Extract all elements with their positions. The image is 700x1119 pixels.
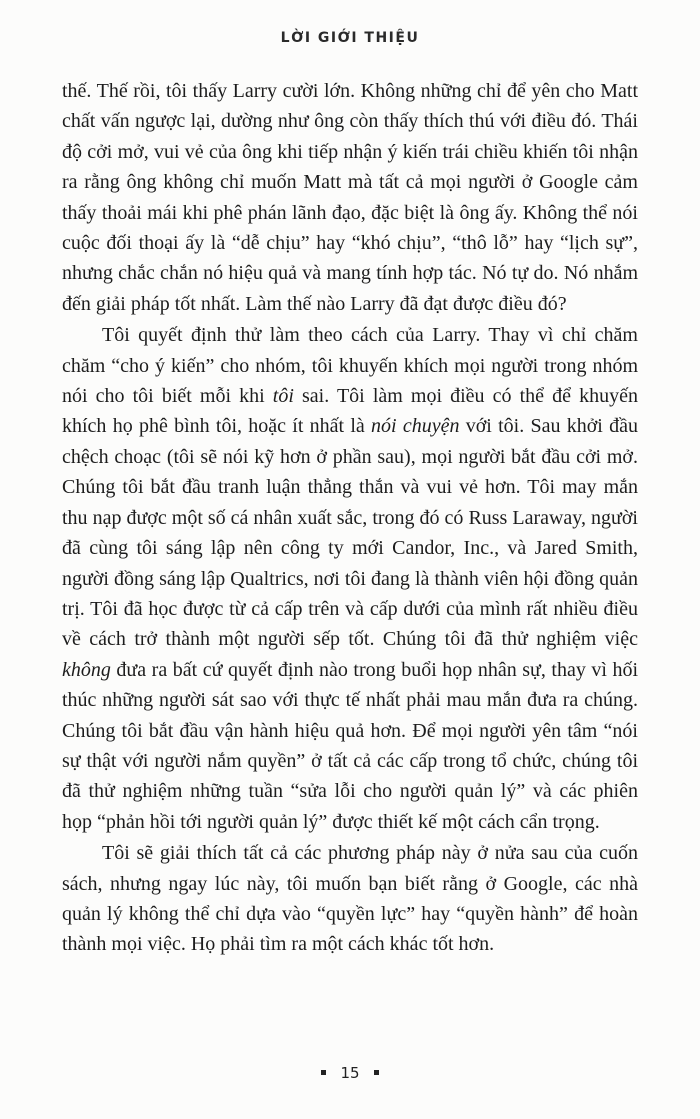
paragraph-2 <box>62 320 638 837</box>
paragraph-2-emphasis: tôi <box>272 385 294 408</box>
square-bullet-icon <box>321 1070 326 1075</box>
page-number: 15 <box>340 1064 360 1082</box>
paragraph-3-text: Tôi sẽ giải thích tất cả các phương pháp này ở nửa sau của cuốn sách, nhưng ngay lúc này, tôi muốn bạn biết rằng ở Google, các nhà quản lý không thể chỉ dựa vào “quyền lực” hay “quyền hành” để hoàn thành mọi việc. Họ phải tìm ra một cách khác tốt hơn. <box>62 842 638 956</box>
paragraph-3 <box>62 838 638 960</box>
paragraph-2-emphasis: không <box>62 658 111 681</box>
paragraph-2-text: Tôi quyết định thử làm theo cách của Larry. Thay vì chỉ chăm chăm “cho ý kiến” cho nhóm, tôi khuyến khích mọi người trong nhóm nói cho tôi biết mỗi khi <box>62 324 638 408</box>
running-header: LỜI GIỚI THIỆU <box>280 30 420 46</box>
body-text <box>62 76 638 960</box>
square-bullet-icon <box>374 1070 379 1075</box>
paragraph-2-text: với tôi. Sau khởi đầu chệch choạc (tôi sẽ nói kỹ hơn ở phần sau), mọi người bắt đầu cởi mở. Chúng tôi bắt đầu tranh luận thẳng thắn và vui vẻ hơn. Tôi may mắn thu nạp được một số cá nhân xuất sắc, trong đó có Russ Laraway, người đã cùng tôi sáng lập nên công ty mới Candor, Inc., và Jared Smith, người đồng sáng lập Qualtrics, nơi tôi đang là thành viên hội đồng quản trị. Tôi đã học được từ cả cấp trên và cấp dưới của mình rất nhiều điều về cách trở thành một người sếp tốt. Chúng tôi đã thử nghiệm việc <box>62 415 639 651</box>
paragraph-2-text: đưa ra bất cứ quyết định nào trong buổi họp nhân sự, thay vì hối thúc những người sát sao với thực tế nhất phải mau mắn đưa ra chúng. Chúng tôi bắt đầu vận hành hiệu quả hơn. Để mọi người yên tâm “nói sự thật với người nắm quyền” ở tất cả các cấp trong tổ chức, chúng tôi đã thử nghiệm những tuần “sửa lỗi cho người quản lý” và các phiên họp “phản hồi tới người quản lý” được thiết kế một cách cẩn trọng. <box>62 658 638 833</box>
paragraph-1-text: thế. Thế rồi, tôi thấy Larry cười lớn. Không những chỉ để yên cho Matt chất vấn ngược lại, dường như ông còn thấy thích thú với điều đó. Thái độ cởi mở, vui vẻ của ông khi tiếp nhận ý kiến trái chiều khiến tôi nhận ra rằng ông không chỉ muốn Matt mà tất cả mọi người ở Google cảm thấy thoải mái khi phê phán lãnh đạo, đặc biệt là ông ấy. Không thể nói cuộc đối thoại ấy là “dễ chịu” hay “khó chịu”, “thô lỗ” hay “lịch sự”, nhưng chắc chắn nó hiệu quả và mang tính hợp tác. Nó tự do. Nó nhắm đến giải pháp tốt nhất. Làm thế nào Larry đã đạt được điều đó? <box>62 80 638 315</box>
page-footer <box>0 1064 700 1082</box>
paragraph-2-emphasis: nói chuyện <box>371 415 460 438</box>
paragraph-1 <box>62 76 638 319</box>
paragraph-2-text: sai. Tôi làm mọi điều có thể để khuyến khích họ phê bình tôi, hoặc ít nhất là <box>62 385 638 438</box>
